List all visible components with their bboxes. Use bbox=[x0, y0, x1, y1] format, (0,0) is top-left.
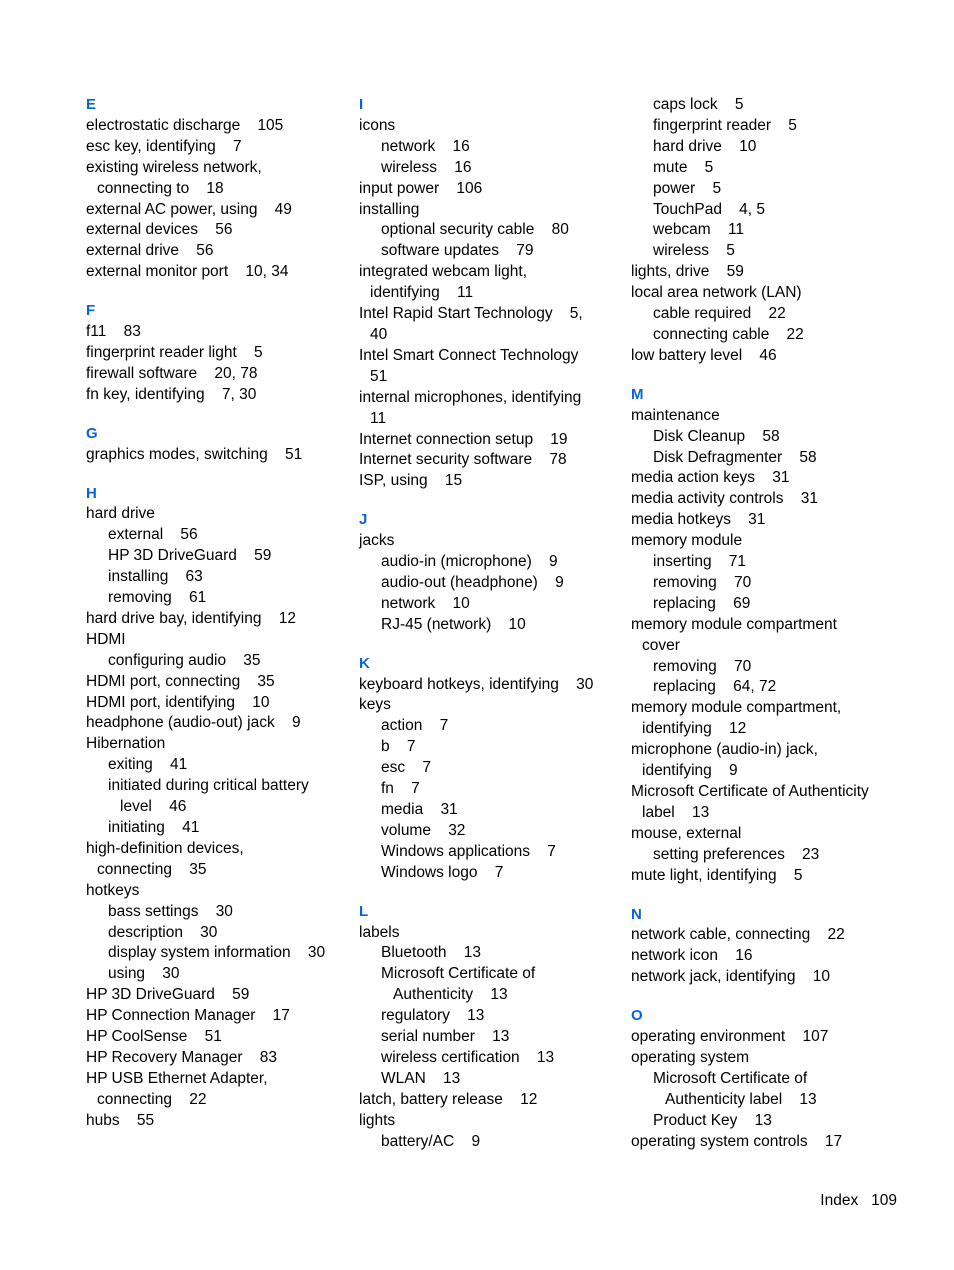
index-subentry: external 56 bbox=[108, 526, 198, 544]
index-subentry: Bluetooth 13 bbox=[381, 944, 481, 962]
index-subentry: Disk Cleanup 58 bbox=[653, 427, 780, 445]
index-subentry: removing 70 bbox=[653, 657, 752, 675]
index-entry: local area network (LAN) bbox=[631, 284, 802, 302]
index-entry: esc key, identifying 7 bbox=[86, 137, 242, 155]
index-subentry: volume 32 bbox=[381, 821, 466, 839]
index-subentry: esc 7 bbox=[381, 759, 431, 777]
index-subentry: removing 61 bbox=[108, 589, 207, 607]
index-entry: operating system controls 17 bbox=[631, 1132, 843, 1150]
index-subentry: optional security cable 80 bbox=[381, 221, 569, 239]
index-section bbox=[359, 95, 621, 492]
index-entry: HDMI bbox=[86, 630, 126, 648]
index-subentry: battery/AC 9 bbox=[381, 1132, 481, 1150]
index-subentry: identifying 11 bbox=[370, 284, 474, 302]
index-entry: mute light, identifying 5 bbox=[631, 866, 803, 884]
index-entry: low battery level 46 bbox=[631, 346, 777, 364]
index-entry: external monitor port 10, 34 bbox=[86, 263, 289, 281]
index-subentry: caps lock 5 bbox=[653, 96, 744, 113]
index-subentry: audio-in (microphone) 9 bbox=[381, 553, 558, 571]
index-subentry: bass settings 30 bbox=[108, 902, 233, 920]
index-entry: labels bbox=[359, 923, 400, 941]
index-subentry: removing 70 bbox=[653, 573, 752, 591]
index-subentry: replacing 64, 72 bbox=[653, 678, 777, 696]
index-subentry: b 7 bbox=[381, 738, 416, 756]
index-subentry: initiated during critical battery bbox=[108, 777, 309, 795]
index-subentry: Microsoft Certificate of bbox=[381, 965, 536, 983]
index-subentry: connecting cable 22 bbox=[653, 325, 804, 343]
index-subentry: audio-out (headphone) 9 bbox=[381, 573, 564, 591]
index-entry: external devices 56 bbox=[86, 221, 233, 239]
index-entry: microphone (audio-in) jack, bbox=[631, 741, 818, 759]
index-subentry: fingerprint reader 5 bbox=[653, 116, 797, 134]
index-entry: HP USB Ethernet Adapter, bbox=[86, 1069, 268, 1087]
index-section bbox=[631, 1006, 901, 1152]
index-entry: network jack, identifying 10 bbox=[631, 968, 831, 986]
index-subentry: HP 3D DriveGuard 59 bbox=[108, 547, 272, 565]
index-entry: fn key, identifying 7, 30 bbox=[86, 385, 257, 403]
index-entry: media hotkeys 31 bbox=[631, 511, 766, 529]
section-letter-heading: M bbox=[631, 385, 644, 403]
index-entry: integrated webcam light, bbox=[359, 263, 528, 281]
index-entry: media activity controls 31 bbox=[631, 490, 818, 508]
index-entry: high-definition devices, bbox=[86, 839, 244, 857]
index-subentry: setting preferences 23 bbox=[653, 845, 820, 863]
index-entry: keys bbox=[359, 696, 391, 714]
index-section bbox=[359, 510, 621, 635]
index-column-3 bbox=[631, 95, 901, 1171]
index-subentry: action 7 bbox=[381, 717, 449, 735]
section-letter-heading: I bbox=[359, 96, 364, 113]
page-footer bbox=[820, 1191, 897, 1212]
index-entry: maintenance bbox=[631, 406, 720, 424]
index-subentry: identifying 9 bbox=[642, 762, 738, 780]
section-letter-heading: K bbox=[359, 654, 370, 672]
index-subentry: media 31 bbox=[381, 801, 458, 818]
index-subentry: wireless certification 13 bbox=[381, 1048, 555, 1066]
section-letter-heading: O bbox=[631, 1007, 643, 1025]
index-subentry: 40 bbox=[370, 325, 388, 343]
index-entry: Internet security software 78 bbox=[359, 451, 567, 469]
index-entry: Hibernation bbox=[86, 735, 166, 753]
index-entry: Intel Rapid Start Technology 5, bbox=[359, 305, 583, 323]
index-subentry: TouchPad 4, 5 bbox=[653, 200, 766, 218]
index-subentry: 51 bbox=[370, 367, 388, 385]
index-entry: jacks bbox=[359, 532, 395, 550]
index-section bbox=[631, 95, 901, 367]
index-entry: firewall software 20, 78 bbox=[86, 364, 258, 382]
index-entry: media action keys 31 bbox=[631, 469, 790, 487]
index-subentry: network 16 bbox=[381, 137, 470, 155]
index-entry: external AC power, using 49 bbox=[86, 200, 292, 218]
index-subentry: wireless 16 bbox=[381, 158, 472, 176]
index-entry: HP CoolSense 51 bbox=[86, 1028, 222, 1046]
index-section bbox=[631, 905, 901, 989]
index-section bbox=[631, 385, 901, 887]
index-subentry: initiating 41 bbox=[108, 819, 200, 836]
index-subentry: identifying 12 bbox=[642, 720, 747, 738]
index-subentry: network 10 bbox=[381, 594, 470, 612]
index-entry: Intel Smart Connect Technology bbox=[359, 346, 579, 364]
index-entry: Microsoft Certificate of Authenticity bbox=[631, 783, 869, 800]
index-subentry: replacing 69 bbox=[653, 594, 751, 612]
section-letter-heading: H bbox=[86, 484, 97, 502]
index-subentry: power 5 bbox=[653, 179, 722, 197]
index-section bbox=[359, 902, 621, 1153]
index-subentry: Microsoft Certificate of bbox=[653, 1069, 808, 1087]
index-entry: operating environment 107 bbox=[631, 1028, 829, 1046]
index-entry: HP Connection Manager 17 bbox=[86, 1007, 290, 1025]
section-letter-heading: G bbox=[86, 424, 98, 442]
index-entry: HDMI port, identifying 10 bbox=[86, 693, 270, 711]
index-section bbox=[86, 484, 348, 1132]
index-entry: hard drive bbox=[86, 505, 155, 523]
index-section bbox=[86, 301, 348, 406]
index-subentry: label 13 bbox=[642, 803, 710, 821]
index-subentry: connecting 22 bbox=[97, 1090, 207, 1108]
index-entry: mouse, external bbox=[631, 824, 742, 842]
index-entry: electrostatic discharge 105 bbox=[86, 116, 284, 134]
index-subentry: Product Key 13 bbox=[653, 1111, 772, 1129]
index-subentry: using 30 bbox=[108, 965, 180, 983]
section-letter-heading: L bbox=[359, 902, 369, 920]
index-subentry: configuring audio 35 bbox=[108, 651, 261, 669]
index-subentry: cable required 22 bbox=[653, 305, 786, 323]
index-entry: HP Recovery Manager 83 bbox=[86, 1048, 277, 1066]
index-subentry: connecting to 18 bbox=[97, 179, 224, 197]
index-entry: HP 3D DriveGuard 59 bbox=[86, 986, 250, 1004]
index-subentry: Windows logo 7 bbox=[381, 863, 504, 881]
index-entry: HDMI port, connecting 35 bbox=[86, 672, 275, 690]
index-subentry: mute 5 bbox=[653, 158, 714, 176]
index-entry: hubs 55 bbox=[86, 1111, 155, 1129]
index-section bbox=[359, 654, 621, 884]
index-entry: internal microphones, identifying bbox=[359, 388, 582, 406]
index-subentry: Windows applications 7 bbox=[381, 842, 556, 860]
index-entry: ISP, using 15 bbox=[359, 472, 463, 490]
index-section bbox=[86, 95, 348, 283]
index-subentry: serial number 13 bbox=[381, 1028, 510, 1046]
index-subentry: wireless 5 bbox=[653, 242, 735, 260]
index-subentry: Authenticity 13 bbox=[393, 986, 508, 1004]
index-subentry: 11 bbox=[370, 409, 387, 427]
index-entry: memory module compartment, bbox=[631, 699, 842, 717]
index-subentry: Disk Defragmenter 58 bbox=[653, 448, 817, 466]
index-subentry: WLAN 13 bbox=[381, 1069, 461, 1087]
index-subentry: software updates 79 bbox=[381, 242, 534, 260]
index-entry: latch, battery release 12 bbox=[359, 1090, 538, 1108]
index-subentry: connecting 35 bbox=[97, 860, 207, 878]
index-entry: input power 106 bbox=[359, 179, 483, 197]
index-entry: keyboard hotkeys, identifying 30 bbox=[359, 675, 594, 693]
footer-label: Index bbox=[820, 1192, 859, 1209]
index-subentry: fn 7 bbox=[381, 780, 420, 798]
index-entry: fingerprint reader light 5 bbox=[86, 343, 263, 361]
index-subentry: description 30 bbox=[108, 923, 218, 941]
page-number: 109 bbox=[871, 1192, 897, 1209]
index-section bbox=[86, 424, 348, 466]
index-entry: external drive 56 bbox=[86, 242, 214, 260]
index-column-2 bbox=[359, 95, 621, 1171]
index-entry: network cable, connecting 22 bbox=[631, 926, 845, 944]
index-entry: operating system bbox=[631, 1048, 750, 1066]
index-entry: memory module compartment bbox=[631, 615, 837, 633]
section-letter-heading: N bbox=[631, 905, 642, 923]
index-subentry: exiting 41 bbox=[108, 756, 188, 774]
index-entry: Internet connection setup 19 bbox=[359, 430, 568, 448]
index-entry: icons bbox=[359, 116, 396, 134]
index-entry: network icon 16 bbox=[631, 947, 753, 965]
index-entry: hard drive bay, identifying 12 bbox=[86, 609, 296, 627]
index-subentry: cover bbox=[642, 636, 680, 654]
index-subentry: Authenticity label 13 bbox=[665, 1090, 817, 1108]
index-subentry: inserting 71 bbox=[653, 553, 747, 571]
index-subentry: webcam 11 bbox=[653, 221, 745, 239]
index-column-1 bbox=[86, 95, 348, 1150]
index-subentry: display system information 30 bbox=[108, 944, 326, 962]
index-entry: installing bbox=[359, 200, 420, 218]
index-subentry: installing 63 bbox=[108, 568, 203, 586]
index-subentry: RJ-45 (network) 10 bbox=[381, 615, 526, 633]
section-letter-heading: F bbox=[86, 302, 96, 320]
index-entry: hotkeys bbox=[86, 881, 140, 899]
index-subentry: regulatory 13 bbox=[381, 1007, 485, 1025]
index-subentry: hard drive 10 bbox=[653, 137, 757, 155]
index-entry: lights, drive 59 bbox=[631, 263, 744, 281]
index-entry: existing wireless network, bbox=[86, 158, 262, 176]
index-subentry: level 46 bbox=[120, 798, 187, 816]
index-entry: graphics modes, switching 51 bbox=[86, 445, 303, 463]
index-entry: lights bbox=[359, 1111, 396, 1129]
section-letter-heading: E bbox=[86, 96, 97, 113]
index-entry: f11 83 bbox=[86, 323, 141, 341]
section-letter-heading: J bbox=[359, 511, 368, 529]
index-entry: memory module bbox=[631, 532, 743, 550]
index-entry: headphone (audio-out) jack 9 bbox=[86, 714, 301, 732]
